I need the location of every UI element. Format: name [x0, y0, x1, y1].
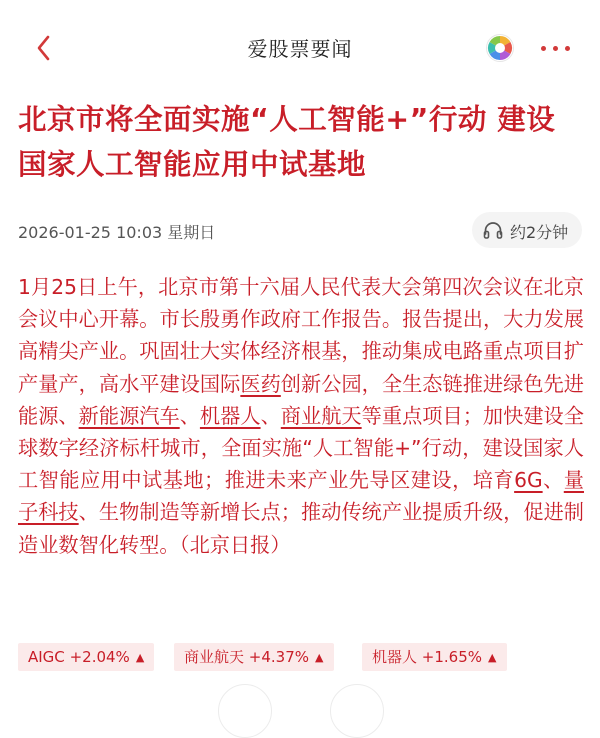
stock-tag-robots[interactable]: [362, 643, 507, 671]
tag-name: 机器人: [372, 648, 418, 666]
tag-change: +1.65%: [421, 648, 483, 666]
body-text-segment: 、生物制造等新增长点；推动传统产业提质升级，促进制造业数智化转型。（北京日报）: [18, 500, 584, 557]
stock-tag-commercial-aerospace[interactable]: [174, 643, 334, 671]
link-6g[interactable]: 6G: [514, 468, 543, 493]
top-nav-bar: [0, 0, 600, 80]
body-text-separator: 、: [260, 403, 281, 428]
body-text-segment: 1月25日上午，北京市第十六届人民代表大会第四次会议在北京会议中心开幕。市长殷勇作政府工作报告。报告提出，大力发展高精尖产业。巩固壮大实体经济根基，推动集成电路重点项目扩产量产，高水平建设国际: [18, 275, 584, 396]
tag-name: 商业航天: [184, 648, 245, 666]
bottom-action-button[interactable]: [218, 684, 272, 738]
headphones-icon: [483, 221, 503, 239]
link-quantum-tech[interactable]: 量子科技: [18, 468, 584, 525]
body-text-segment: 创新公园，全生态链推进绿色先进能源、: [18, 371, 584, 428]
up-arrow-icon: ▲: [135, 651, 145, 664]
nav-title: 爱股票要闻: [247, 37, 353, 61]
up-arrow-icon: ▲: [488, 651, 497, 664]
link-new-energy-vehicles[interactable]: 新能源汽车: [78, 403, 180, 428]
stock-tag-aigc[interactable]: [18, 643, 154, 671]
listen-duration-label: 约2分钟: [510, 223, 569, 242]
more-dots-icon[interactable]: [538, 36, 574, 60]
publish-date: 2026-01-25 10:03 星期日: [18, 223, 216, 242]
link-robots[interactable]: 机器人: [199, 403, 261, 428]
article-headline: 北京市将全面实施“人工智能+”行动 建设国家人工智能应用中试基地: [18, 103, 556, 181]
tag-change: +2.04%: [69, 648, 130, 666]
link-commercial-aerospace[interactable]: 商业航天: [280, 403, 362, 428]
article-body: [18, 271, 584, 561]
body-text-separator: 、: [542, 468, 564, 493]
up-arrow-icon: ▲: [315, 651, 324, 664]
bottom-action-button[interactable]: [330, 684, 384, 738]
body-text-separator: 、: [179, 403, 200, 428]
link-medicine[interactable]: 医药: [240, 371, 281, 396]
listen-button[interactable]: [472, 212, 582, 248]
tag-name: AIGC: [28, 648, 65, 666]
tag-change: +4.37%: [248, 648, 310, 666]
body-text-segment: 等重点项目；加快建设全球数字经济标杆城市，全面实施“人工智能+”行动，建设国家人工智能应用中试基地；推进未来产业先导区建设，培育: [18, 403, 584, 493]
app-logo-icon[interactable]: [486, 34, 514, 62]
